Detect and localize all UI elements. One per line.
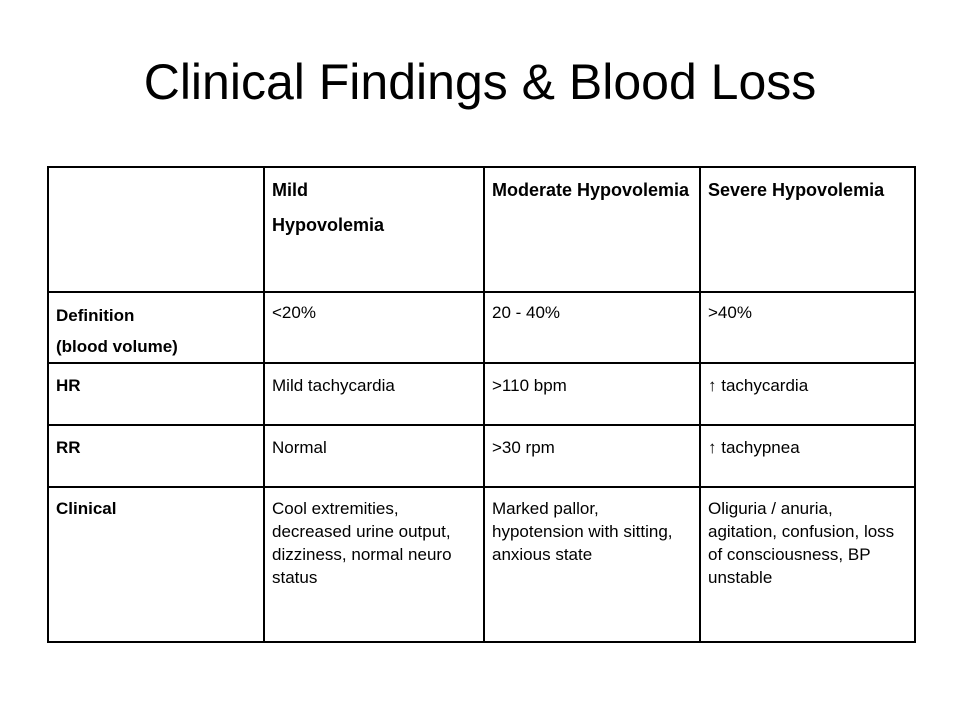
table-row-rr: [48, 425, 915, 487]
definition-severe: >40%: [700, 292, 915, 363]
rr-moderate: >30 rpm: [484, 425, 700, 487]
rr-severe: ↑ tachypnea: [700, 425, 915, 487]
clinical-severe: Oliguria / anuria, agitation, confusion, loss of consciousness, BP unstable: [700, 487, 915, 642]
header-mild-line1: Mild: [272, 180, 308, 200]
clinical-moderate: Marked pallor, hypotension with sitting, anxious state: [484, 487, 700, 642]
clinical-findings-table: [47, 166, 916, 643]
table-row-hr: [48, 363, 915, 425]
header-mild: [264, 167, 484, 292]
hr-severe: ↑ tachycardia: [700, 363, 915, 425]
row-label-hr: HR: [48, 363, 264, 425]
clinical-mild: Cool extremities, decreased urine output, dizziness, normal neuro status: [264, 487, 484, 642]
header-mild-line2: Hypovolemia: [272, 215, 385, 235]
table-header-row: [48, 167, 915, 292]
definition-label-line1: Definition: [56, 306, 135, 325]
row-label-rr: RR: [48, 425, 264, 487]
table-row-definition: [48, 292, 915, 363]
table-row-clinical: [48, 487, 915, 642]
row-label-definition: [48, 292, 264, 363]
slide-title: Clinical Findings & Blood Loss: [143, 54, 817, 110]
rr-mild: Normal: [264, 425, 484, 487]
hr-moderate: >110 bpm: [484, 363, 700, 425]
header-severe: Severe Hypovolemia: [700, 167, 915, 292]
header-moderate: Moderate Hypovolemia: [484, 167, 700, 292]
definition-label-line2: (blood volume): [56, 337, 178, 356]
definition-moderate: 20 - 40%: [484, 292, 700, 363]
hr-mild: Mild tachycardia: [264, 363, 484, 425]
corner-cell: [48, 167, 264, 292]
definition-mild: <20%: [264, 292, 484, 363]
row-label-clinical: Clinical: [48, 487, 264, 642]
